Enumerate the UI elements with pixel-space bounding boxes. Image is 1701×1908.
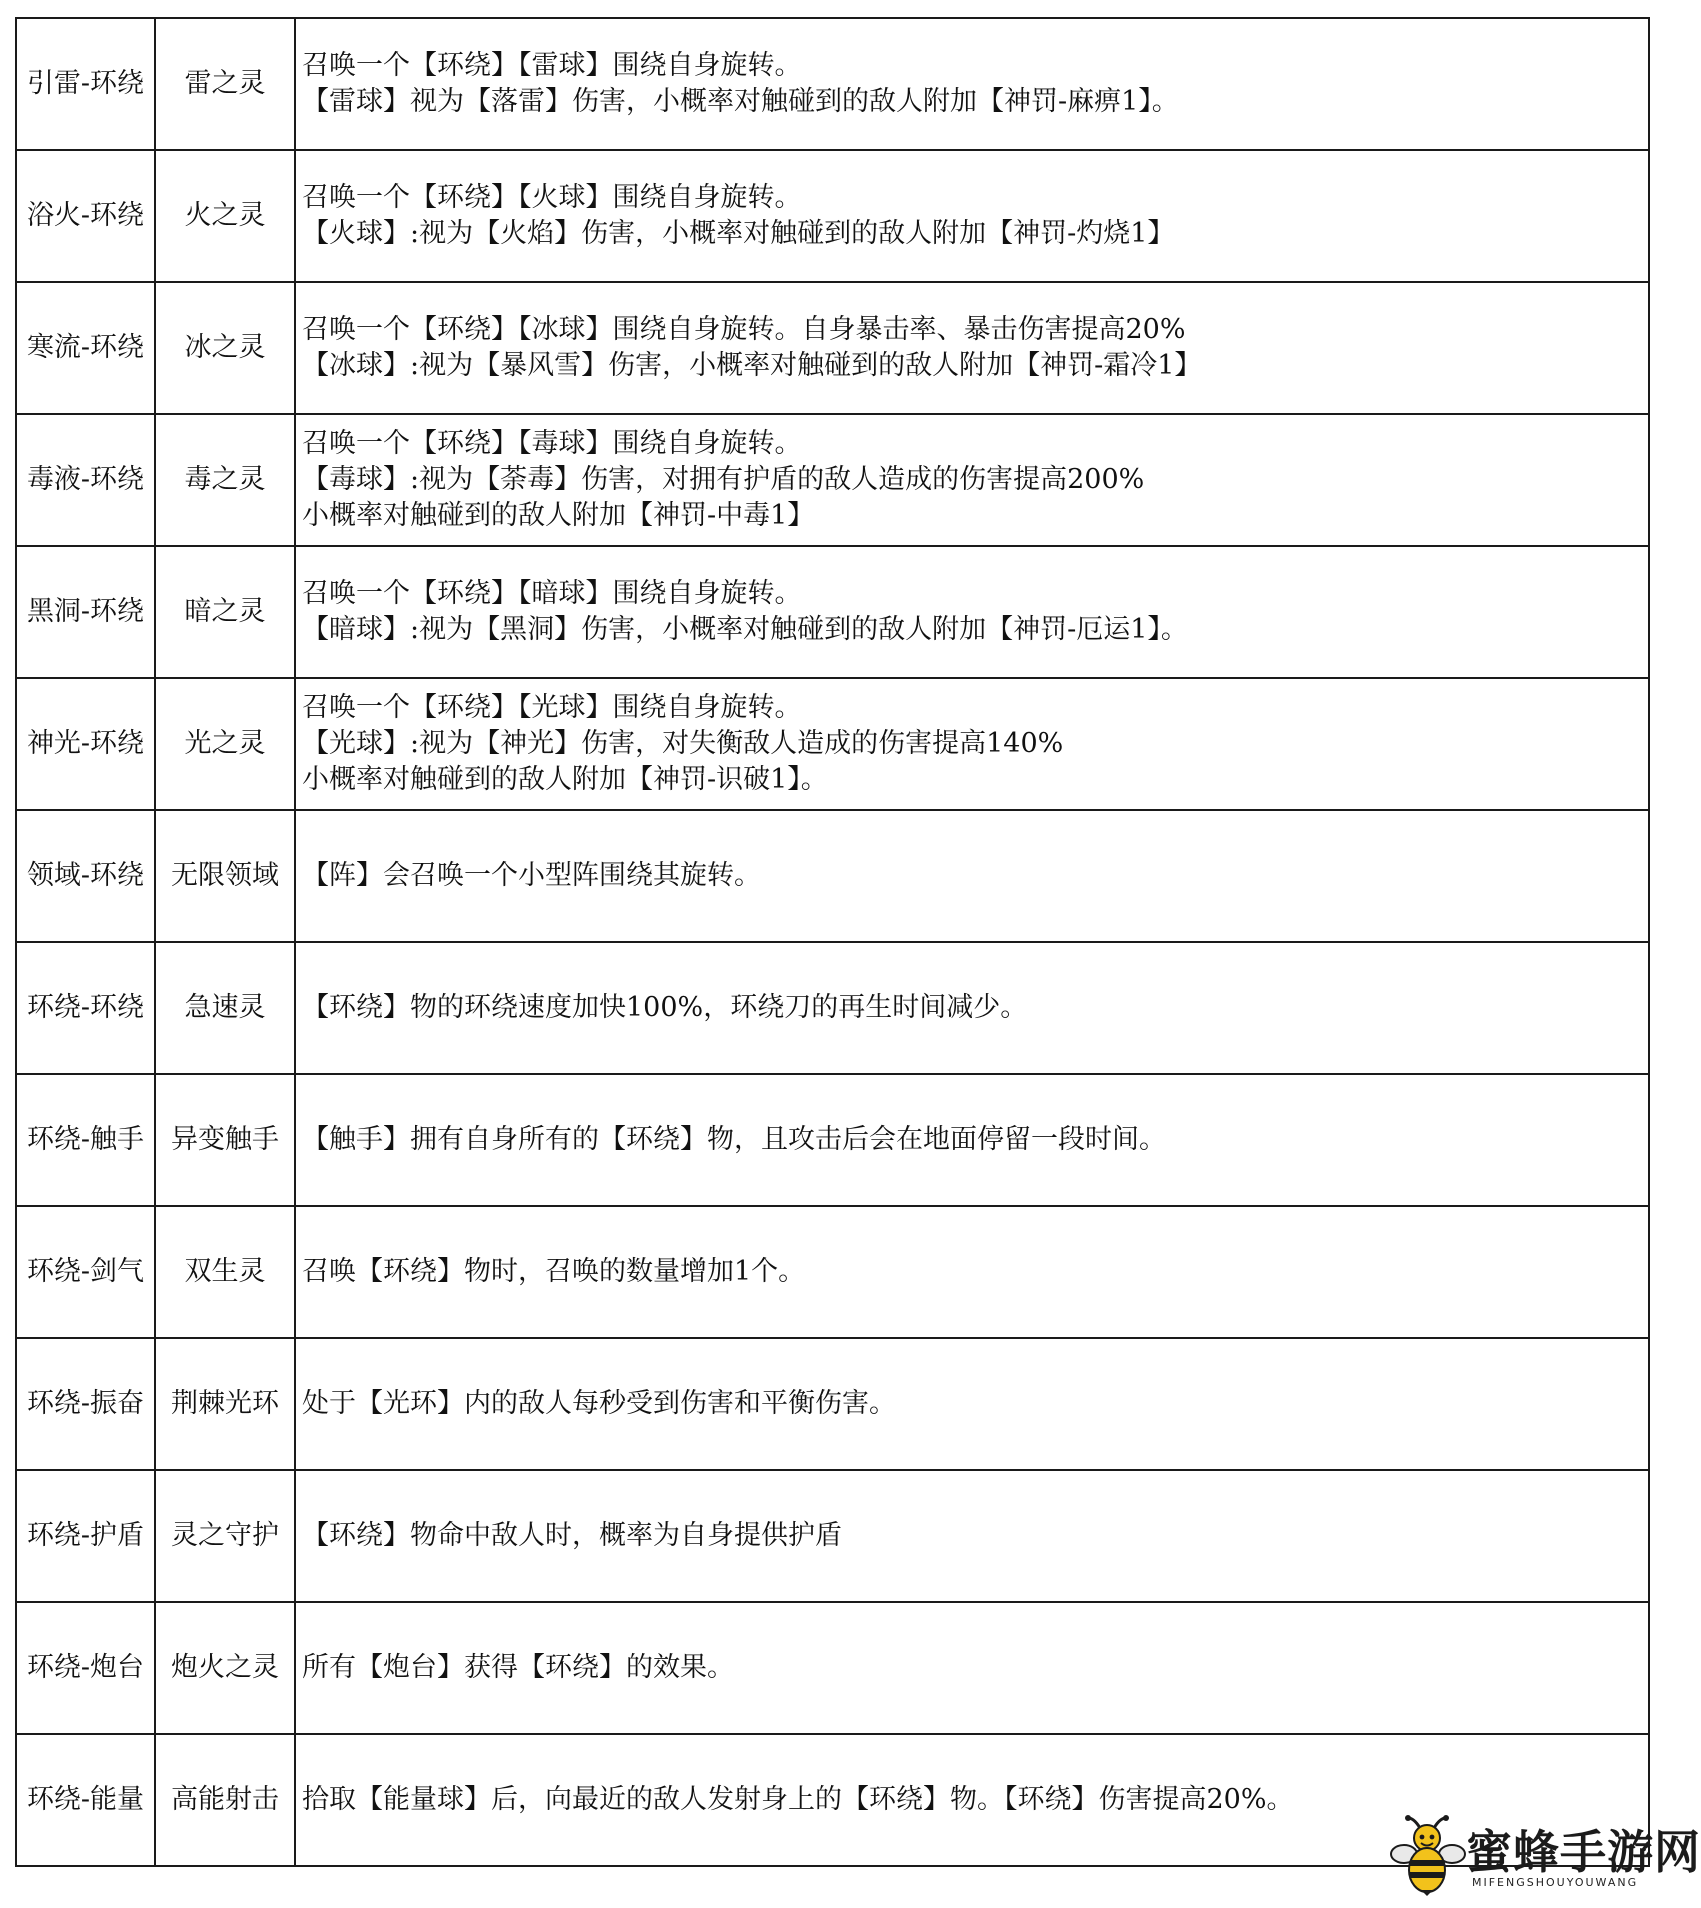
watermark-text: 蜜蜂手游网 (1466, 1825, 1701, 1879)
description-line: 小概率对触碰到的敌人附加【神罚-识破1】。 (302, 764, 828, 795)
description-line: 【触手】拥有自身所有的【环绕】物，且攻击后会在地面停留一段时间。 (302, 1124, 1166, 1155)
combo-cell: 环绕-环绕 (16, 942, 155, 1074)
skill-table-body (16, 18, 1649, 1866)
description-cell (295, 1338, 1649, 1470)
table-row (16, 1470, 1649, 1602)
skill-name-cell: 雷之灵 (155, 18, 295, 150)
watermark-subtext: MIFENGSHOUYOUWANG (1472, 1876, 1639, 1889)
description-line: 【火球】:视为【火焰】伤害，小概率对触碰到的敌人附加【神罚-灼烧1】 (302, 218, 1175, 249)
skill-name-cell: 无限领域 (155, 810, 295, 942)
description-cell (295, 678, 1649, 810)
table-row (16, 1338, 1649, 1470)
skill-table-container (15, 17, 1648, 1867)
description-line: 【雷球】视为【落雷】伤害，小概率对触碰到的敌人附加【神罚-麻痹1】。 (302, 86, 1179, 117)
combo-cell: 环绕-能量 (16, 1734, 155, 1866)
skill-name-cell: 火之灵 (155, 150, 295, 282)
combo-cell: 神光-环绕 (16, 678, 155, 810)
skill-name-cell: 急速灵 (155, 942, 295, 1074)
skill-name-cell: 毒之灵 (155, 414, 295, 546)
description-cell (295, 18, 1649, 150)
description-cell (295, 1470, 1649, 1602)
description-cell (295, 810, 1649, 942)
combo-cell: 环绕-护盾 (16, 1470, 155, 1602)
combo-cell: 环绕-触手 (16, 1074, 155, 1206)
description-line: 【光球】:视为【神光】伤害，对失衡敌人造成的伤害提高140% (302, 728, 1064, 759)
description-line: 【冰球】:视为【暴风雪】伤害，小概率对触碰到的敌人附加【神罚-霜冷1】 (302, 350, 1202, 381)
description-line: 召唤一个【环绕】【火球】围绕自身旋转。 (302, 182, 802, 213)
description-line: 召唤一个【环绕】【冰球】围绕自身旋转。自身暴击率、暴击伤害提高20% (302, 314, 1186, 345)
skill-name-cell: 冰之灵 (155, 282, 295, 414)
table-row (16, 150, 1649, 282)
skill-name-cell: 异变触手 (155, 1074, 295, 1206)
description-cell (295, 942, 1649, 1074)
description-line: 拾取【能量球】后，向最近的敌人发射身上的【环绕】物。【环绕】伤害提高20%。 (302, 1784, 1294, 1815)
watermark-logo (1386, 1812, 1701, 1898)
table-row (16, 1074, 1649, 1206)
description-line: 所有【炮台】获得【环绕】的效果。 (302, 1652, 734, 1683)
description-line: 小概率对触碰到的敌人附加【神罚-中毒1】 (302, 500, 815, 531)
description-line: 处于【光环】内的敌人每秒受到伤害和平衡伤害。 (302, 1388, 896, 1419)
description-line: 【毒球】:视为【荼毒】伤害，对拥有护盾的敌人造成的伤害提高200% (302, 464, 1145, 495)
combo-cell: 环绕-振奋 (16, 1338, 155, 1470)
description-line: 【暗球】:视为【黑洞】伤害，小概率对触碰到的敌人附加【神罚-厄运1】。 (302, 614, 1188, 645)
description-cell (295, 282, 1649, 414)
description-cell (295, 1602, 1649, 1734)
description-cell (295, 1074, 1649, 1206)
table-row (16, 282, 1649, 414)
skill-name-cell: 光之灵 (155, 678, 295, 810)
description-cell (295, 414, 1649, 546)
combo-cell: 引雷-环绕 (16, 18, 155, 150)
skill-name-cell: 暗之灵 (155, 546, 295, 678)
skill-name-cell: 炮火之灵 (155, 1602, 295, 1734)
table-row (16, 1602, 1649, 1734)
skill-table (15, 17, 1650, 1867)
description-cell (295, 150, 1649, 282)
combo-cell: 寒流-环绕 (16, 282, 155, 414)
skill-name-cell: 高能射击 (155, 1734, 295, 1866)
combo-cell: 浴火-环绕 (16, 150, 155, 282)
combo-cell: 毒液-环绕 (16, 414, 155, 546)
table-row (16, 414, 1649, 546)
table-row (16, 678, 1649, 810)
table-row (16, 546, 1649, 678)
skill-name-cell: 荆棘光环 (155, 1338, 295, 1470)
bee-icon (1390, 1814, 1466, 1896)
skill-name-cell: 灵之守护 (155, 1470, 295, 1602)
description-line: 召唤一个【环绕】【光球】围绕自身旋转。 (302, 692, 802, 723)
table-row (16, 18, 1649, 150)
description-line: 【环绕】物的环绕速度加快100%，环绕刀的再生时间减少。 (302, 992, 1028, 1023)
combo-cell: 环绕-剑气 (16, 1206, 155, 1338)
table-row (16, 810, 1649, 942)
table-row (16, 1206, 1649, 1338)
description-line: 【环绕】物命中敌人时，概率为自身提供护盾 (302, 1520, 842, 1551)
skill-name-cell: 双生灵 (155, 1206, 295, 1338)
description-cell (295, 546, 1649, 678)
combo-cell: 领域-环绕 (16, 810, 155, 942)
description-line: 召唤一个【环绕】【雷球】围绕自身旋转。 (302, 50, 802, 81)
description-cell (295, 1206, 1649, 1338)
description-line: 召唤一个【环绕】【毒球】围绕自身旋转。 (302, 428, 802, 459)
table-row (16, 942, 1649, 1074)
description-line: 召唤【环绕】物时，召唤的数量增加1个。 (302, 1256, 806, 1287)
description-line: 召唤一个【环绕】【暗球】围绕自身旋转。 (302, 578, 802, 609)
combo-cell: 环绕-炮台 (16, 1602, 155, 1734)
combo-cell: 黑洞-环绕 (16, 546, 155, 678)
description-line: 【阵】会召唤一个小型阵围绕其旋转。 (302, 860, 761, 891)
